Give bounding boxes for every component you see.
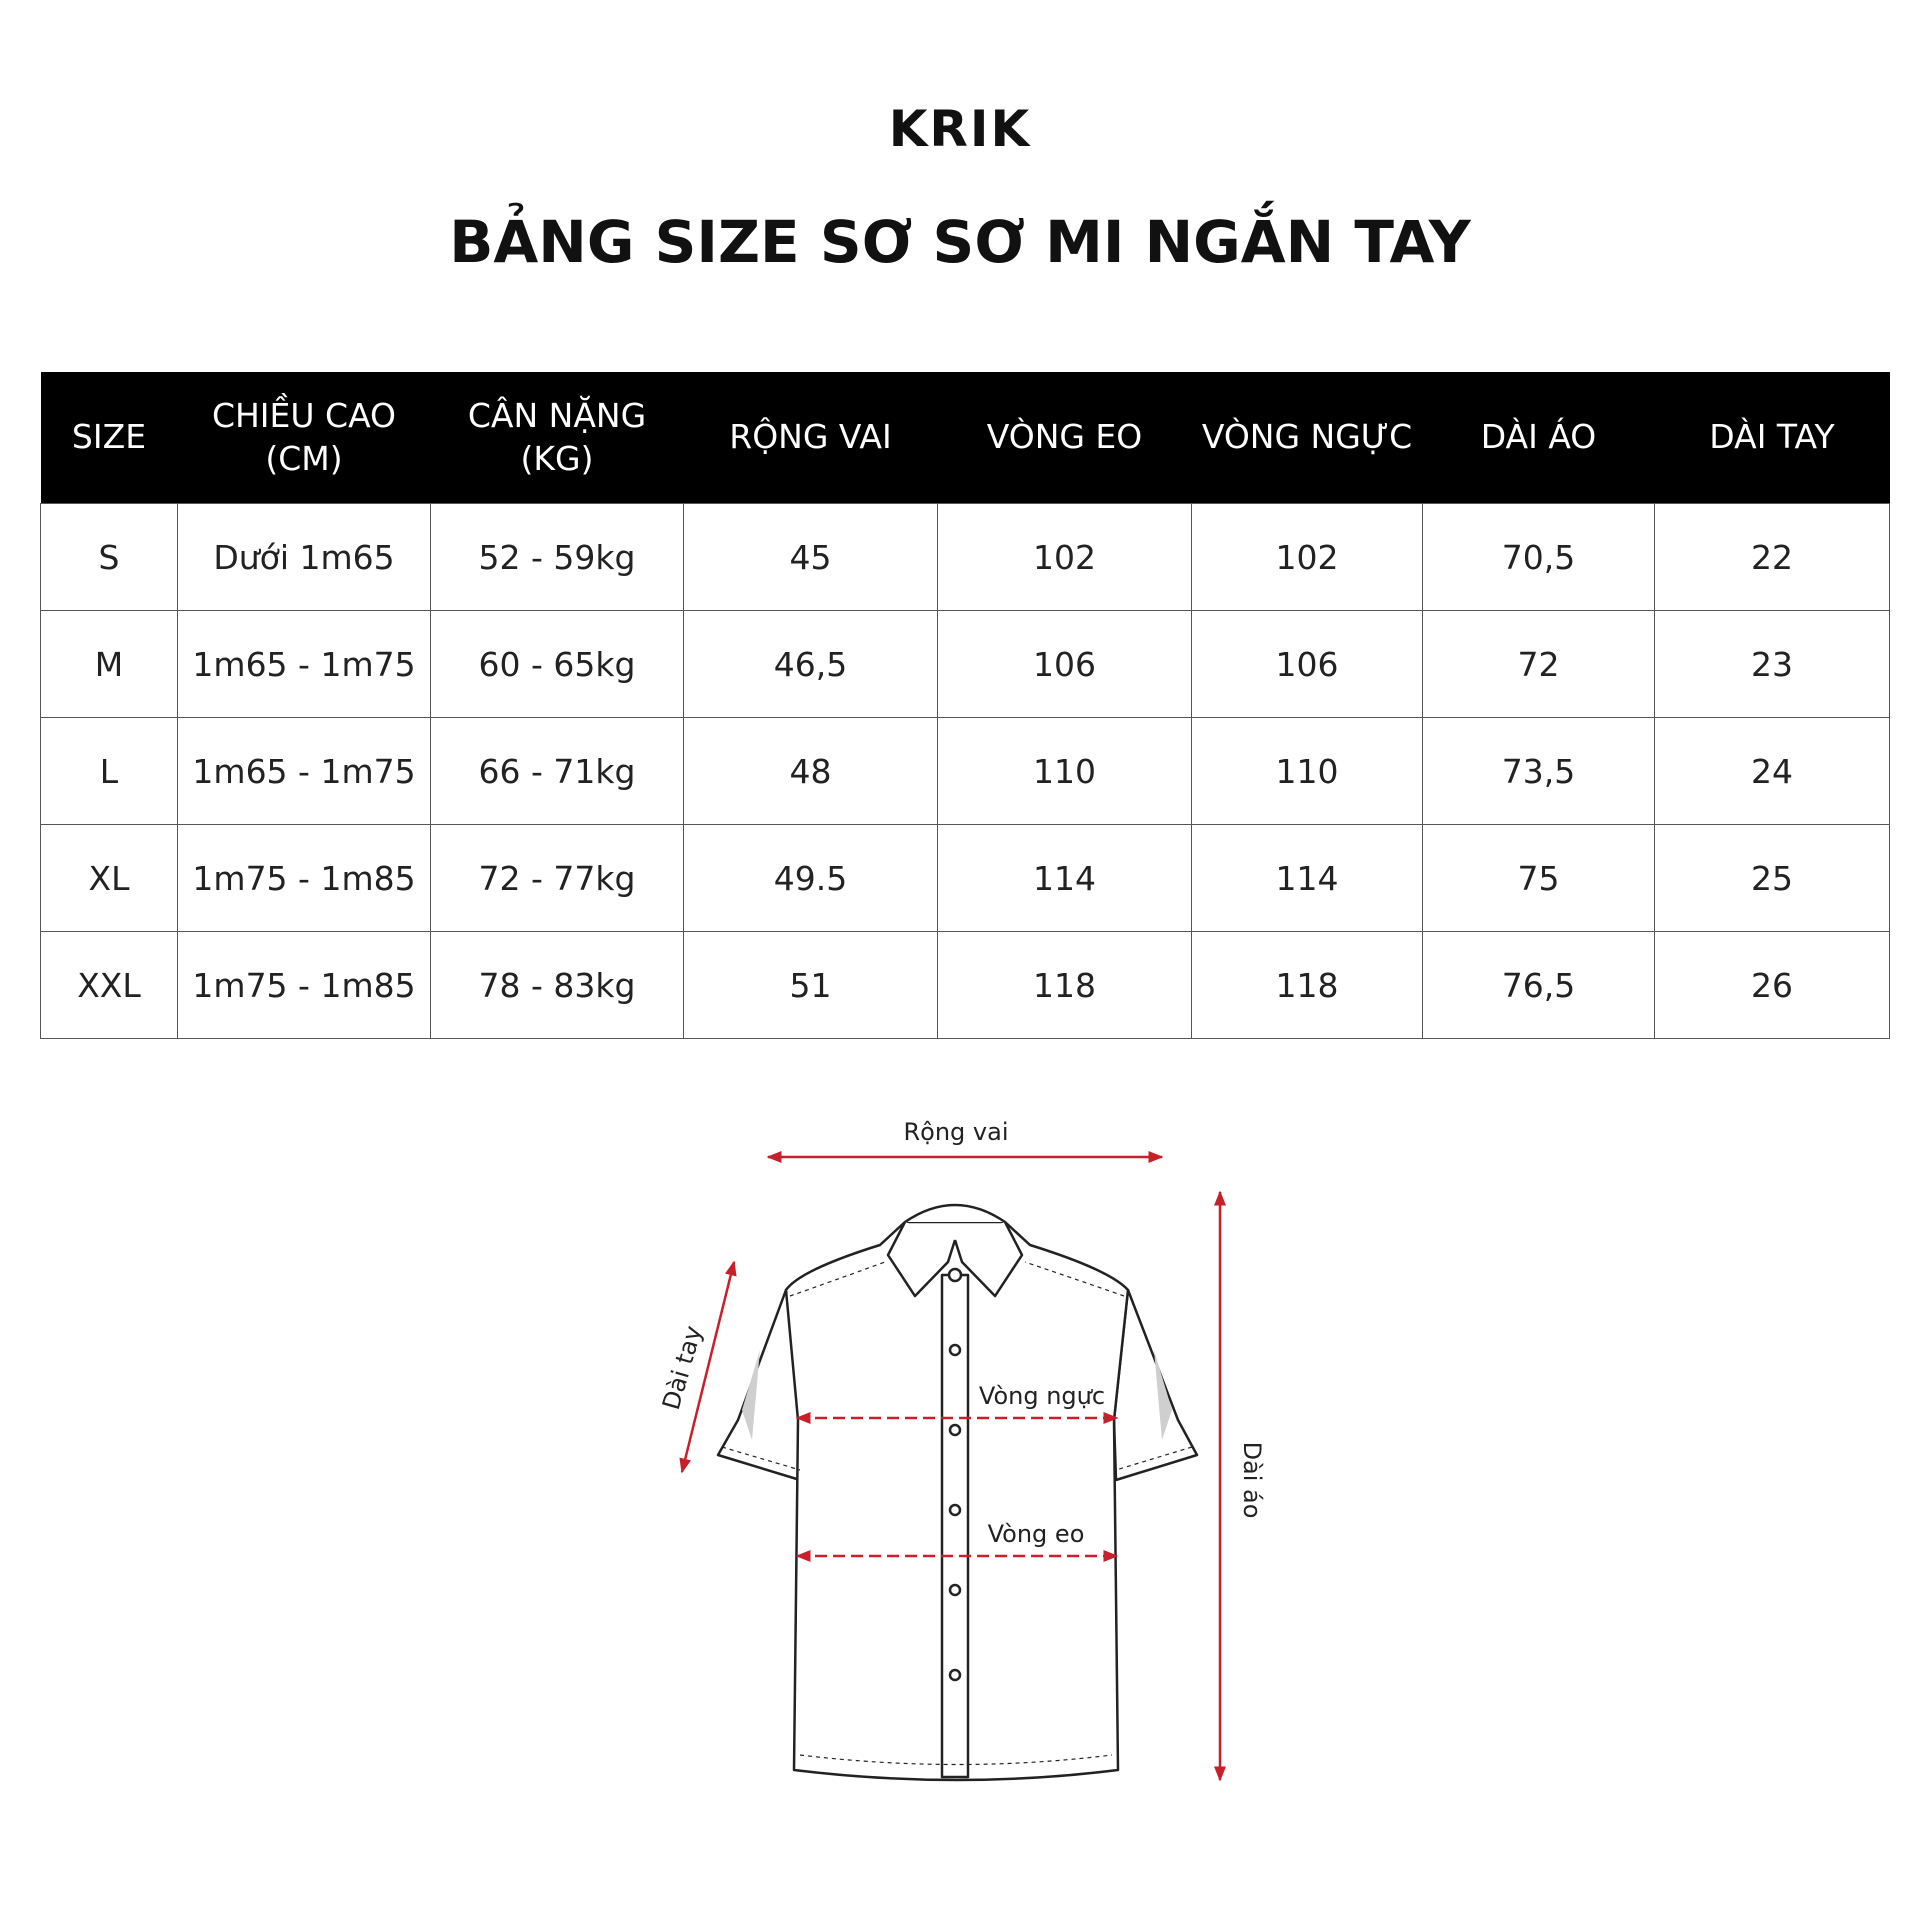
shirt-icon	[718, 1205, 1197, 1780]
cell-weight: 72 - 77kg	[431, 825, 684, 932]
cell-waist: 102	[938, 504, 1192, 611]
cell-waist: 110	[938, 718, 1192, 825]
cell-waist: 114	[938, 825, 1192, 932]
cell-weight: 66 - 71kg	[431, 718, 684, 825]
header-waist: VÒNG EO	[938, 372, 1192, 504]
cell-shoulder: 45	[684, 504, 938, 611]
cell-size: XL	[41, 825, 178, 932]
cell-shoulder: 48	[684, 718, 938, 825]
page-title: BẢNG SIZE SƠ SƠ MI NGẮN TAY	[449, 208, 1471, 276]
header-sleeve-length: DÀI TAY	[1655, 372, 1890, 504]
table-row	[41, 611, 1890, 718]
cell-size: M	[41, 611, 178, 718]
cell-chest: 102	[1192, 504, 1423, 611]
label-shoulder: Rộng vai	[903, 1118, 1009, 1146]
cell-height: 1m65 - 1m75	[178, 611, 431, 718]
cell-size: S	[41, 504, 178, 611]
cell-size: L	[41, 718, 178, 825]
cell-sleeve-length: 22	[1655, 504, 1890, 611]
cell-waist: 118	[938, 932, 1192, 1039]
cell-weight: 60 - 65kg	[431, 611, 684, 718]
table-header-row	[41, 372, 1890, 504]
cell-shirt-length: 73,5	[1423, 718, 1655, 825]
shirt-measurement-diagram	[0, 1080, 1920, 1800]
cell-sleeve-length: 25	[1655, 825, 1890, 932]
table-row	[41, 718, 1890, 825]
label-chest: Vòng ngực	[978, 1382, 1106, 1410]
label-length: Dài áo	[1238, 1441, 1266, 1519]
header-shoulder: RỘNG VAI	[684, 372, 938, 504]
cell-shoulder: 46,5	[684, 611, 938, 718]
cell-size: XXL	[41, 932, 178, 1039]
table-row	[41, 825, 1890, 932]
cell-chest: 118	[1192, 932, 1423, 1039]
cell-weight: 52 - 59kg	[431, 504, 684, 611]
cell-shirt-length: 75	[1423, 825, 1655, 932]
cell-chest: 114	[1192, 825, 1423, 932]
label-waist: Vòng eo	[987, 1520, 1085, 1548]
cell-sleeve-length: 24	[1655, 718, 1890, 825]
header-shirt-length: DÀI ÁO	[1423, 372, 1655, 504]
cell-sleeve-length: 23	[1655, 611, 1890, 718]
header-weight: CÂN NẶNG (KG)	[431, 372, 684, 504]
cell-shoulder: 49.5	[684, 825, 938, 932]
cell-shirt-length: 76,5	[1423, 932, 1655, 1039]
size-table	[40, 372, 1890, 1039]
brand-logo: KRIK	[888, 100, 1032, 158]
cell-waist: 106	[938, 611, 1192, 718]
table-row	[41, 932, 1890, 1039]
cell-shoulder: 51	[684, 932, 938, 1039]
cell-weight: 78 - 83kg	[431, 932, 684, 1039]
cell-height: 1m65 - 1m75	[178, 718, 431, 825]
cell-chest: 106	[1192, 611, 1423, 718]
cell-height: Dưới 1m65	[178, 504, 431, 611]
header-size: SIZE	[41, 372, 178, 504]
header-chest: VÒNG NGỰC	[1192, 372, 1423, 504]
table-row	[41, 504, 1890, 611]
cell-height: 1m75 - 1m85	[178, 825, 431, 932]
header-height: CHIỀU CAO (CM)	[178, 372, 431, 504]
cell-shirt-length: 70,5	[1423, 504, 1655, 611]
cell-height: 1m75 - 1m85	[178, 932, 431, 1039]
cell-chest: 110	[1192, 718, 1423, 825]
label-sleeve: Dài tay	[657, 1322, 708, 1413]
cell-sleeve-length: 26	[1655, 932, 1890, 1039]
cell-shirt-length: 72	[1423, 611, 1655, 718]
